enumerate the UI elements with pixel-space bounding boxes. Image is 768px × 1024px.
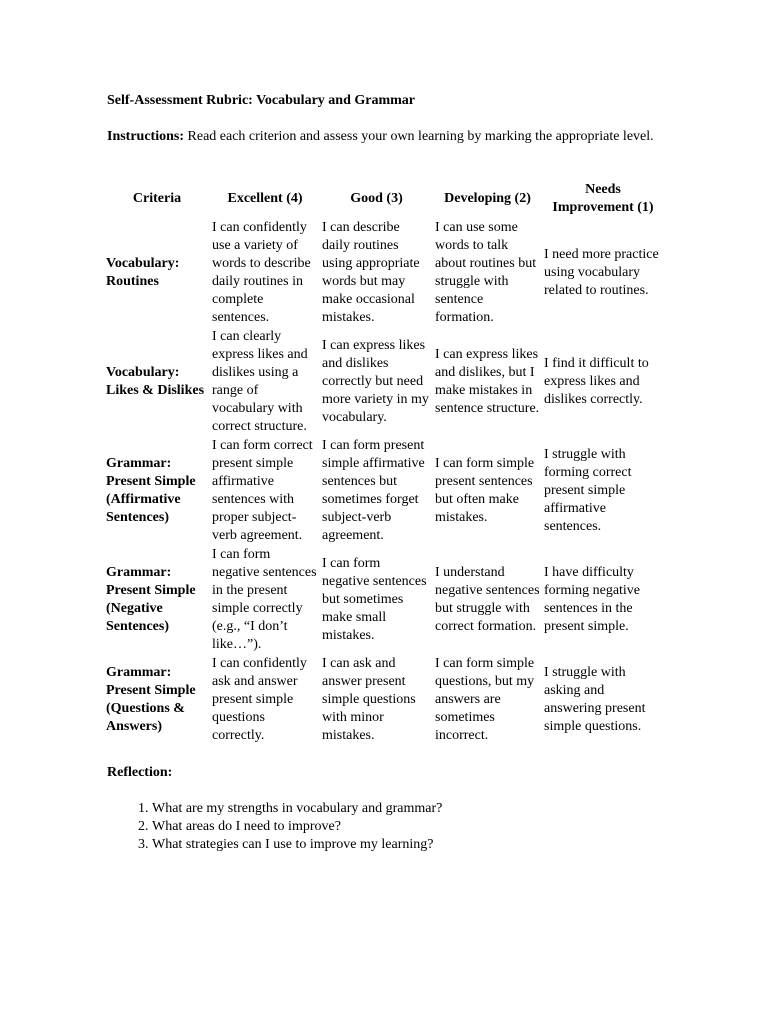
- table-row: [104, 655, 664, 746]
- descriptor-cell: I can clearly express likes and dislikes using a range of vocabulary with correct structure.: [212, 329, 308, 434]
- descriptor-cell: I can form correct present simple affirmative sentences with proper subject-verb agreement.: [212, 438, 313, 543]
- header-criteria: Criteria: [132, 191, 182, 206]
- instructions-text: Read each criterion and assess your own learning by marking the appropriate level.: [184, 129, 654, 144]
- descriptor-cell: I can form negative sentences but sometimes make small mistakes.: [322, 556, 427, 643]
- list-item: 1. What are my strengths in vocabulary and grammar?: [152, 800, 672, 818]
- table-row: [104, 328, 664, 437]
- reflection-questions: [107, 800, 672, 854]
- rubric-table: [104, 180, 664, 746]
- descriptor-cell: I can use some words to talk about routines but struggle with sentence formation.: [435, 220, 537, 325]
- criterion-cell: Vocabulary: Likes & Dislikes: [106, 365, 205, 398]
- rubric-header-row: [104, 180, 664, 219]
- criterion-cell: Vocabulary: Routines: [106, 256, 180, 289]
- table-row: [104, 546, 664, 655]
- descriptor-cell: I can express likes and dislikes, but I make mistakes in sentence structure.: [435, 347, 540, 416]
- descriptor-cell: I need more practice using vocabulary related to routines.: [544, 247, 659, 298]
- header-needs-improvement: Needs Improvement (1): [552, 182, 654, 215]
- instructions-paragraph: [107, 128, 667, 146]
- reflection-heading: Reflection:: [107, 765, 173, 780]
- criterion-cell: Grammar: Present Simple (Negative Sentences): [106, 565, 196, 634]
- descriptor-cell: I can confidently use a variety of words to describe daily routines in complete sentences.: [212, 220, 311, 325]
- descriptor-cell: I find it difficult to express likes and dislikes correctly.: [544, 356, 649, 407]
- header-developing: Developing (2): [444, 191, 531, 206]
- table-row: [104, 437, 664, 546]
- descriptor-cell: I struggle with forming correct present simple affirmative sentences.: [544, 447, 632, 534]
- descriptor-cell: I can form simple present sentences but often make mistakes.: [435, 456, 535, 525]
- header-excellent: Excellent (4): [227, 191, 303, 206]
- descriptor-cell: I can describe daily routines using appropriate words but may make occasional mistakes.: [322, 220, 420, 325]
- criterion-cell: Grammar: Present Simple (Questions & Answers): [106, 665, 196, 734]
- descriptor-cell: I can form simple questions, but my answers are sometimes incorrect.: [435, 656, 535, 743]
- descriptor-cell: I have difficulty forming negative sentences in the present simple.: [544, 565, 641, 634]
- criterion-cell: Grammar: Present Simple (Affirmative Sentences): [106, 456, 196, 525]
- descriptor-cell: I can ask and answer present simple questions with minor mistakes.: [322, 656, 416, 743]
- descriptor-cell: I can form negative sentences in the present simple correctly (e.g., “I don’t like…”).: [212, 547, 317, 652]
- instructions-label: Instructions:: [107, 129, 185, 144]
- descriptor-cell: I understand negative sentences but struggle with correct formation.: [435, 565, 540, 634]
- descriptor-cell: I can form present simple affirmative sentences but sometimes forget subject-verb agreement.: [322, 438, 425, 543]
- descriptor-cell: I can express likes and dislikes correctly but need more variety in my vocabulary.: [322, 338, 429, 425]
- header-good: Good (3): [350, 191, 403, 206]
- list-item: 2. What areas do I need to improve?: [152, 818, 672, 836]
- descriptor-cell: I struggle with asking and answering present simple questions.: [544, 665, 646, 734]
- document-title: Self-Assessment Rubric: Vocabulary and Grammar: [107, 93, 415, 108]
- table-row: [104, 219, 664, 328]
- descriptor-cell: I can confidently ask and answer present simple questions correctly.: [212, 656, 307, 743]
- list-item: 3. What strategies can I use to improve my learning?: [152, 836, 672, 854]
